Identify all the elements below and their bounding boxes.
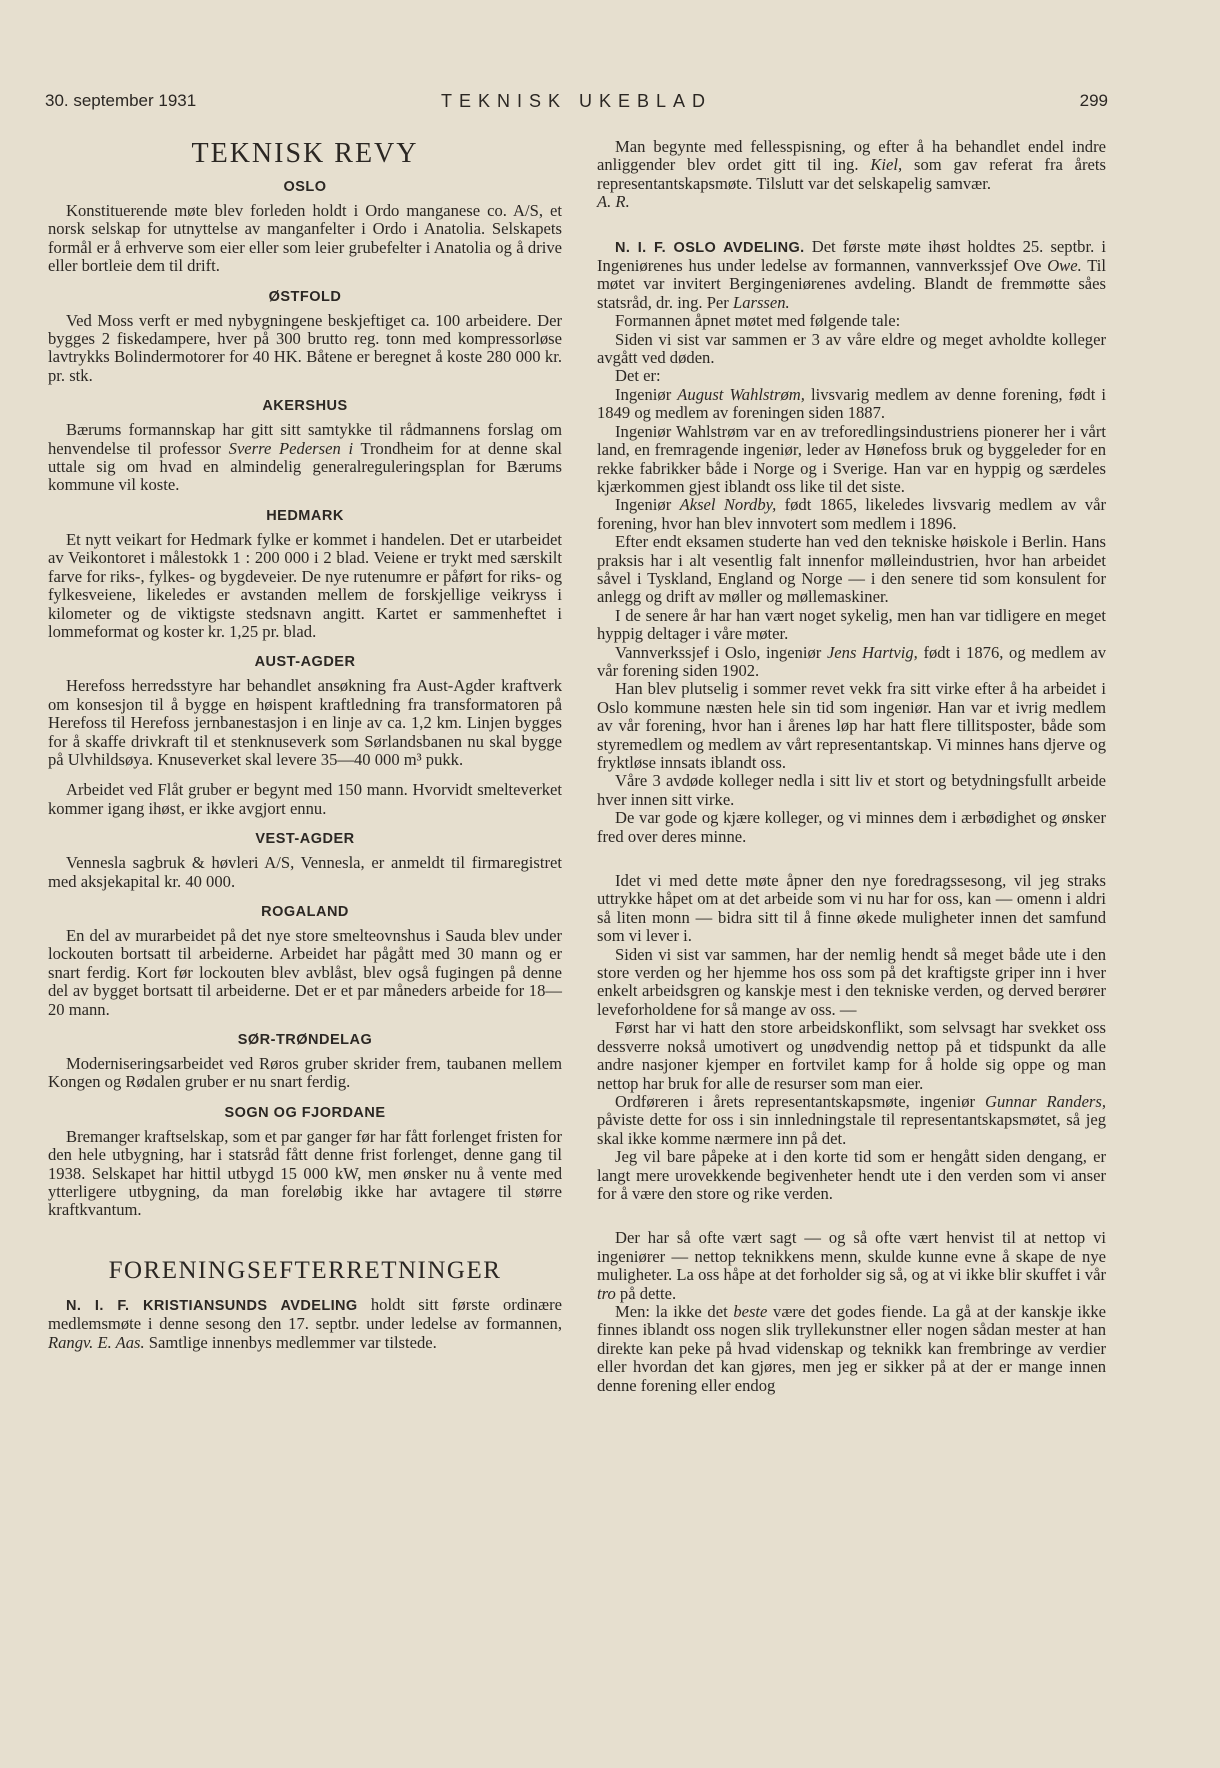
text-run: være det godes fiende. La gå at der kanskje ikke finnes iblandt oss nogen slik tryllekunstner eller nogen sådan mester at han direkte kan peke på hvad videnskap og teknikk kan frembringe av verdier eller hvordan det kan gjøres, men jeg er sikker på at der er mange innen denne forening eller endog [597, 1301, 1107, 1395]
run-in-heading: N. I. F. OSLO AVDELING. [615, 239, 805, 256]
issue-date: 30. september 1931 [45, 91, 197, 110]
paragraph-oslo-avdeling [597, 238, 1106, 313]
paragraph-der-har [597, 1229, 1106, 1303]
person-name: August Wahlstrøm, [677, 384, 805, 404]
subheading-rogaland: ROGALAND [261, 903, 349, 920]
paragraph-sor-trondelag: Moderniseringsarbeidet ved Røros gruber skrider frem, taubanen mellem Kongen og Rødalen gruber er nu snart ferdig. [48, 1054, 562, 1092]
emphasis: beste [733, 1301, 768, 1321]
paragraph-wahlstrom [597, 386, 1106, 423]
text-run: Til møtet var invitert Bergingeniørenes avdeling. Blandt de fremmøtte såes statsråd, dr. ing. Per [597, 256, 1107, 312]
text-run: Ingeniør [615, 495, 680, 515]
person-name: Jens Hartvig, [826, 642, 918, 662]
subheading-sor-trondelag: SØR-TRØNDELAG [237, 1032, 373, 1048]
text-run: Der har så ofte vært sagt — og så ofte vært henvist til at nettop vi ingeniører — nettop teknikkens menn, skulde kunne evne å skape de nye muligheter. La oss håpe at det forholder sig så, og at vi ikke blir skuffet i vår [597, 1228, 1106, 1285]
journal-title: TEKNISK UKEBLAD [440, 91, 713, 111]
subheading-ostfold: ØSTFOLD [268, 288, 342, 305]
paragraph-nordby [597, 496, 1106, 533]
text-run: holdt sitt første ordinære medlemsmøte i denne sesong den 17. septbr. under ledelse av formannen, [48, 1294, 562, 1334]
paragraph-forst: Først har vi hatt den store arbeidskonflikt, som selvsagt har svekket oss dessverre nokså umotivert og unødvendig nettop på et tidspunkt da alle andre nasjoner kjemper en fortvilet kamp for å holde sig oppe og man nettop har bruk for alle de resurser som man eier. [597, 1018, 1106, 1093]
text-run: som gav referat fra årets representantskapsmøte. Tilslutt var det selskapelig samvær. [597, 155, 1106, 193]
text-run: født i 1876, og medlem av vår forening siden 1902. [597, 642, 1106, 680]
text-run: Men: la ikke det [615, 1301, 734, 1321]
text-run: livsvarig medlem av denne forening, født i 1849 og medlem av foreningen siden 1887. [597, 384, 1106, 423]
subheading-oslo: OSLO [283, 179, 327, 195]
paragraph-de-var: De var gode og kjære kolleger, og vi minnes dem i ærbødighet og ønsker fred over deres minne. [597, 808, 1106, 846]
person-name: Sverre Pedersen i [228, 438, 354, 458]
paragraph-wahlstrom-2: Ingeniør Wahlstrøm var en av treforedlingsindustriens pionerer her i vårt land, en fremragende ingeniør, leder av Hønefoss bruk og byggeleder for en rekke fabrikker både i Norge og i Sverige. Han var en hyppig og særdeles kjærkommen gjest iblandt oss like til det siste. [597, 421, 1106, 496]
page-number: 299 [1079, 91, 1108, 110]
paragraph-kristiansund [48, 1296, 562, 1352]
text-run: Ingeniør [615, 384, 678, 404]
signature-initials: A. R. [597, 192, 630, 212]
paragraph-aust-agder-1: Herefoss herredsstyre har behandlet ansøkning fra Aust-Agder kraftverk om konsesjon til å bygge en høispent kraftledning fra transformatoren på Herefoss til Herefoss jernbanestasjon i en linje av ca. 1,2 km. Linjen bygges for å skaffe drivkraft til et stenknuseverk som Sørlandsbanen nu skal bygge på Ulvhildsøya. Knuseverket skal levere 35—40 000 m³ pukk. [48, 676, 562, 769]
paragraph-efter-endt: Efter endt eksamen studerte han ved den tekniske høiskole i Berlin. Hans praksis har i alt vesentlig falt innenfor mølleindustrien, hvor han arbeidet såvel i Tyskland, England og Norge — i den senere tid som konsulent for anlegg og drift av møller og møllemaskiner. [597, 532, 1106, 607]
paragraph-aust-agder-2: Arbeidet ved Flåt gruber er begynt med 150 mann. Hvorvidt smelteverket kommer igang ihøst, er ikke avgjort ennu. [48, 780, 562, 818]
right-column [597, 138, 1106, 1395]
paragraph-vest-agder: Vennesla sagbruk & høvleri A/S, Vennesla, er anmeldt til firmaregistret med aksjekapital kr. 40 000. [48, 853, 562, 891]
text-run: Ordføreren i årets representantskapsmøte, ingeniør [615, 1091, 985, 1111]
text-run: Samtlige innenbys medlemmer var tilstede. [144, 1332, 437, 1352]
running-header [45, 88, 1108, 114]
paragraph-men [597, 1303, 1106, 1395]
paragraph-randers [597, 1093, 1106, 1148]
paragraph-vare-3: Våre 3 avdøde kolleger nedla i sitt liv et stort og betydningsfullt arbeide hver innen sitt virke. [597, 771, 1106, 809]
paragraph-kristiansund-cont [597, 138, 1106, 212]
emphasis: tro [597, 1283, 616, 1303]
subheading-aust-agder: AUST-AGDER [254, 654, 356, 671]
text-run: Trondheim for at denne skal uttale sig om hvad en almindelig generalreguleringsplan for Bærums kommune vil koste. [48, 438, 562, 495]
person-name: Aksel Nordby, [679, 495, 777, 515]
subheading-vest-agder: VEST-AGDER [255, 831, 355, 848]
foreningsefterretninger-title: FORENINGSEFTERRETNINGER [108, 1256, 502, 1284]
left-column [48, 138, 562, 1352]
text-run: på dette. [615, 1283, 677, 1303]
person-name: Rangv. E. Aas. [48, 1332, 145, 1352]
text-run: Bærums formannskap har gitt sitt samtykke til rådmannens forslag om henvendelse til professor [48, 420, 562, 458]
text-run: Det første møte ihøst holdtes 25. septbr. i Ingeniørenes hus under ledelse av formannen, vannverkssjef Ove [597, 236, 1106, 276]
text-run: påviste dette for oss i sin innledningstale til representantskapsmøtet, så jeg skal ikke komme nærmere inn på det. [597, 1110, 1106, 1148]
run-in-heading: N. I. F. KRISTIANSUNDS AVDELING [66, 1297, 358, 1314]
paragraph-hartvig [597, 644, 1106, 681]
text-run: født 1865, likeledes livsvarig medlem av vår forening, hvor han blev innvotert som medlem i 1896. [597, 495, 1106, 533]
subheading-sogn-og-fjordane: SOGN OG FJORDANE [224, 1104, 386, 1121]
paragraph-hedmark: Et nytt veikart for Hedmark fylke er kommet i handelen. Det er utarbeidet av Veikontoret i målestokk 1 : 200 000 i 2 blad. Veiene er trykt med særskilt farve for riks-, fylkes- og bygdeveier. De nye rutenumre er påført for riks- og fylkesveiene, likeledes er avstanden mellem de forskjellige veikryss i kilometer og de viktigste stedsnavn angitt. Kartet er sammenheftet i lommeformat og koster kr. 1,25 pr. blad. [48, 529, 562, 641]
person-name: Kiel, [870, 155, 903, 175]
subheading-hedmark: HEDMARK [266, 507, 344, 524]
text-run: Vannverkssjef i Oslo, ingeniør [615, 642, 827, 662]
paragraph-det-er: Det er: [615, 366, 661, 386]
paragraph-i-de-senere: I de senere år har han vært noget sykelig, men han var tidligere en meget hyppig deltager i våre møter. [597, 605, 1106, 644]
person-name: Larssen. [732, 292, 790, 312]
person-name: Gunnar Randers, [984, 1091, 1107, 1111]
paragraph-han-blev: Han blev plutselig i sommer revet vekk fra sitt virke efter å ha arbeidet i Oslo kommune næsten hele sin tid som ingeniør. Han var et ivrig medlem av vår forening, hvor han i årenes løp har hatt flere tillitsposter, både som styremedlem og medlem av vårt representantskap. Vi minnes hans djerve og fryktløse innsats iblandt oss. [597, 679, 1106, 772]
paragraph-sogn-og-fjordane: Bremanger kraftselskap, som et par ganger før har fått forlenget fristen for den hele utbygning, har i statsråd fått denne frist forlenget, denne gang til 1938. Selskapet har hittil utbygd 15 000 kW, men ønsker nu å vente med ytterligere utbygning, da man foreløbig ikke har avtagere til større kraftkvantum. [48, 1126, 562, 1220]
paragraph-rogaland: En del av murarbeidet på det nye store smelteovnshus i Sauda blev under lockouten bortsatt til arbeiderne. Arbeidet har pågått med 30 mann og er snart ferdig. Kort før lockouten blev avblåst, blev også fugingen på denne del av bygget bortsatt til arbeiderne. Det er et par måneders arbeide for 18—20 mann. [48, 925, 562, 1019]
paragraph-idet: Idet vi med dette møte åpner den nye foredragssesong, vil jeg straks uttrykke håpet om at det arbeide som vi nu har for oss, kan — omenn i aldri så liten monn — bidra sitt til å finne økede muligheter innen det samfund som vi lever i. [597, 871, 1106, 946]
paragraph-siden: Siden vi sist var sammen er 3 av våre eldre og meget avholdte kolleger avgått ved døden. [597, 329, 1106, 368]
paragraph-formannen: Formannen åpnet møtet med følgende tale: [615, 311, 901, 331]
paragraph-siden-2: Siden vi sist var sammen, har der nemlig hendt så meget både ute i den store verden og her hjemme hos oss som på det kraftigste griper inn i hver enkelt arbeidsgren og kanskje mest i den tekniske verden, og derved berører leveforholdene for så mange av oss. — [597, 944, 1106, 1019]
section-title: TEKNISK REVY [191, 138, 419, 169]
person-name: Owe. [1047, 256, 1082, 276]
paragraph-ostfold: Ved Moss verft er med nybygningene beskjeftiget ca. 100 arbeidere. Der bygges 2 fiskedampere, hver på 300 brutto reg. tonn med kompressorløse lavtrykks Bolindermotorer for 40 HK. Båtene er beregnet å koste 280 000 kr. pr. stk. [48, 310, 562, 385]
paragraph-jeg-vil: Jeg vil bare påpeke at i den korte tid som er hengått siden dengang, er langt mere urovekkende begivenheter hendt ute i den verden som vi anser for å være den store og rike verden. [597, 1147, 1106, 1203]
text-run: Man begynte med fellesspisning, og efter å ha behandlet endel indre anliggender blev ordet gitt til ing. [597, 137, 1106, 175]
paragraph-akershus [48, 421, 562, 495]
subheading-akershus: AKERSHUS [262, 398, 348, 415]
paragraph-oslo: Konstituerende møte blev forleden holdt i Ordo manganese co. A/S, et norsk selskap for utnyttelse av manganfelter i Ordo i Anatolia. Selskapets formål er å erhverve som eier eller som leier grubefelter i Anatolia og å drive eller bortleie dem til drift. [48, 201, 562, 276]
